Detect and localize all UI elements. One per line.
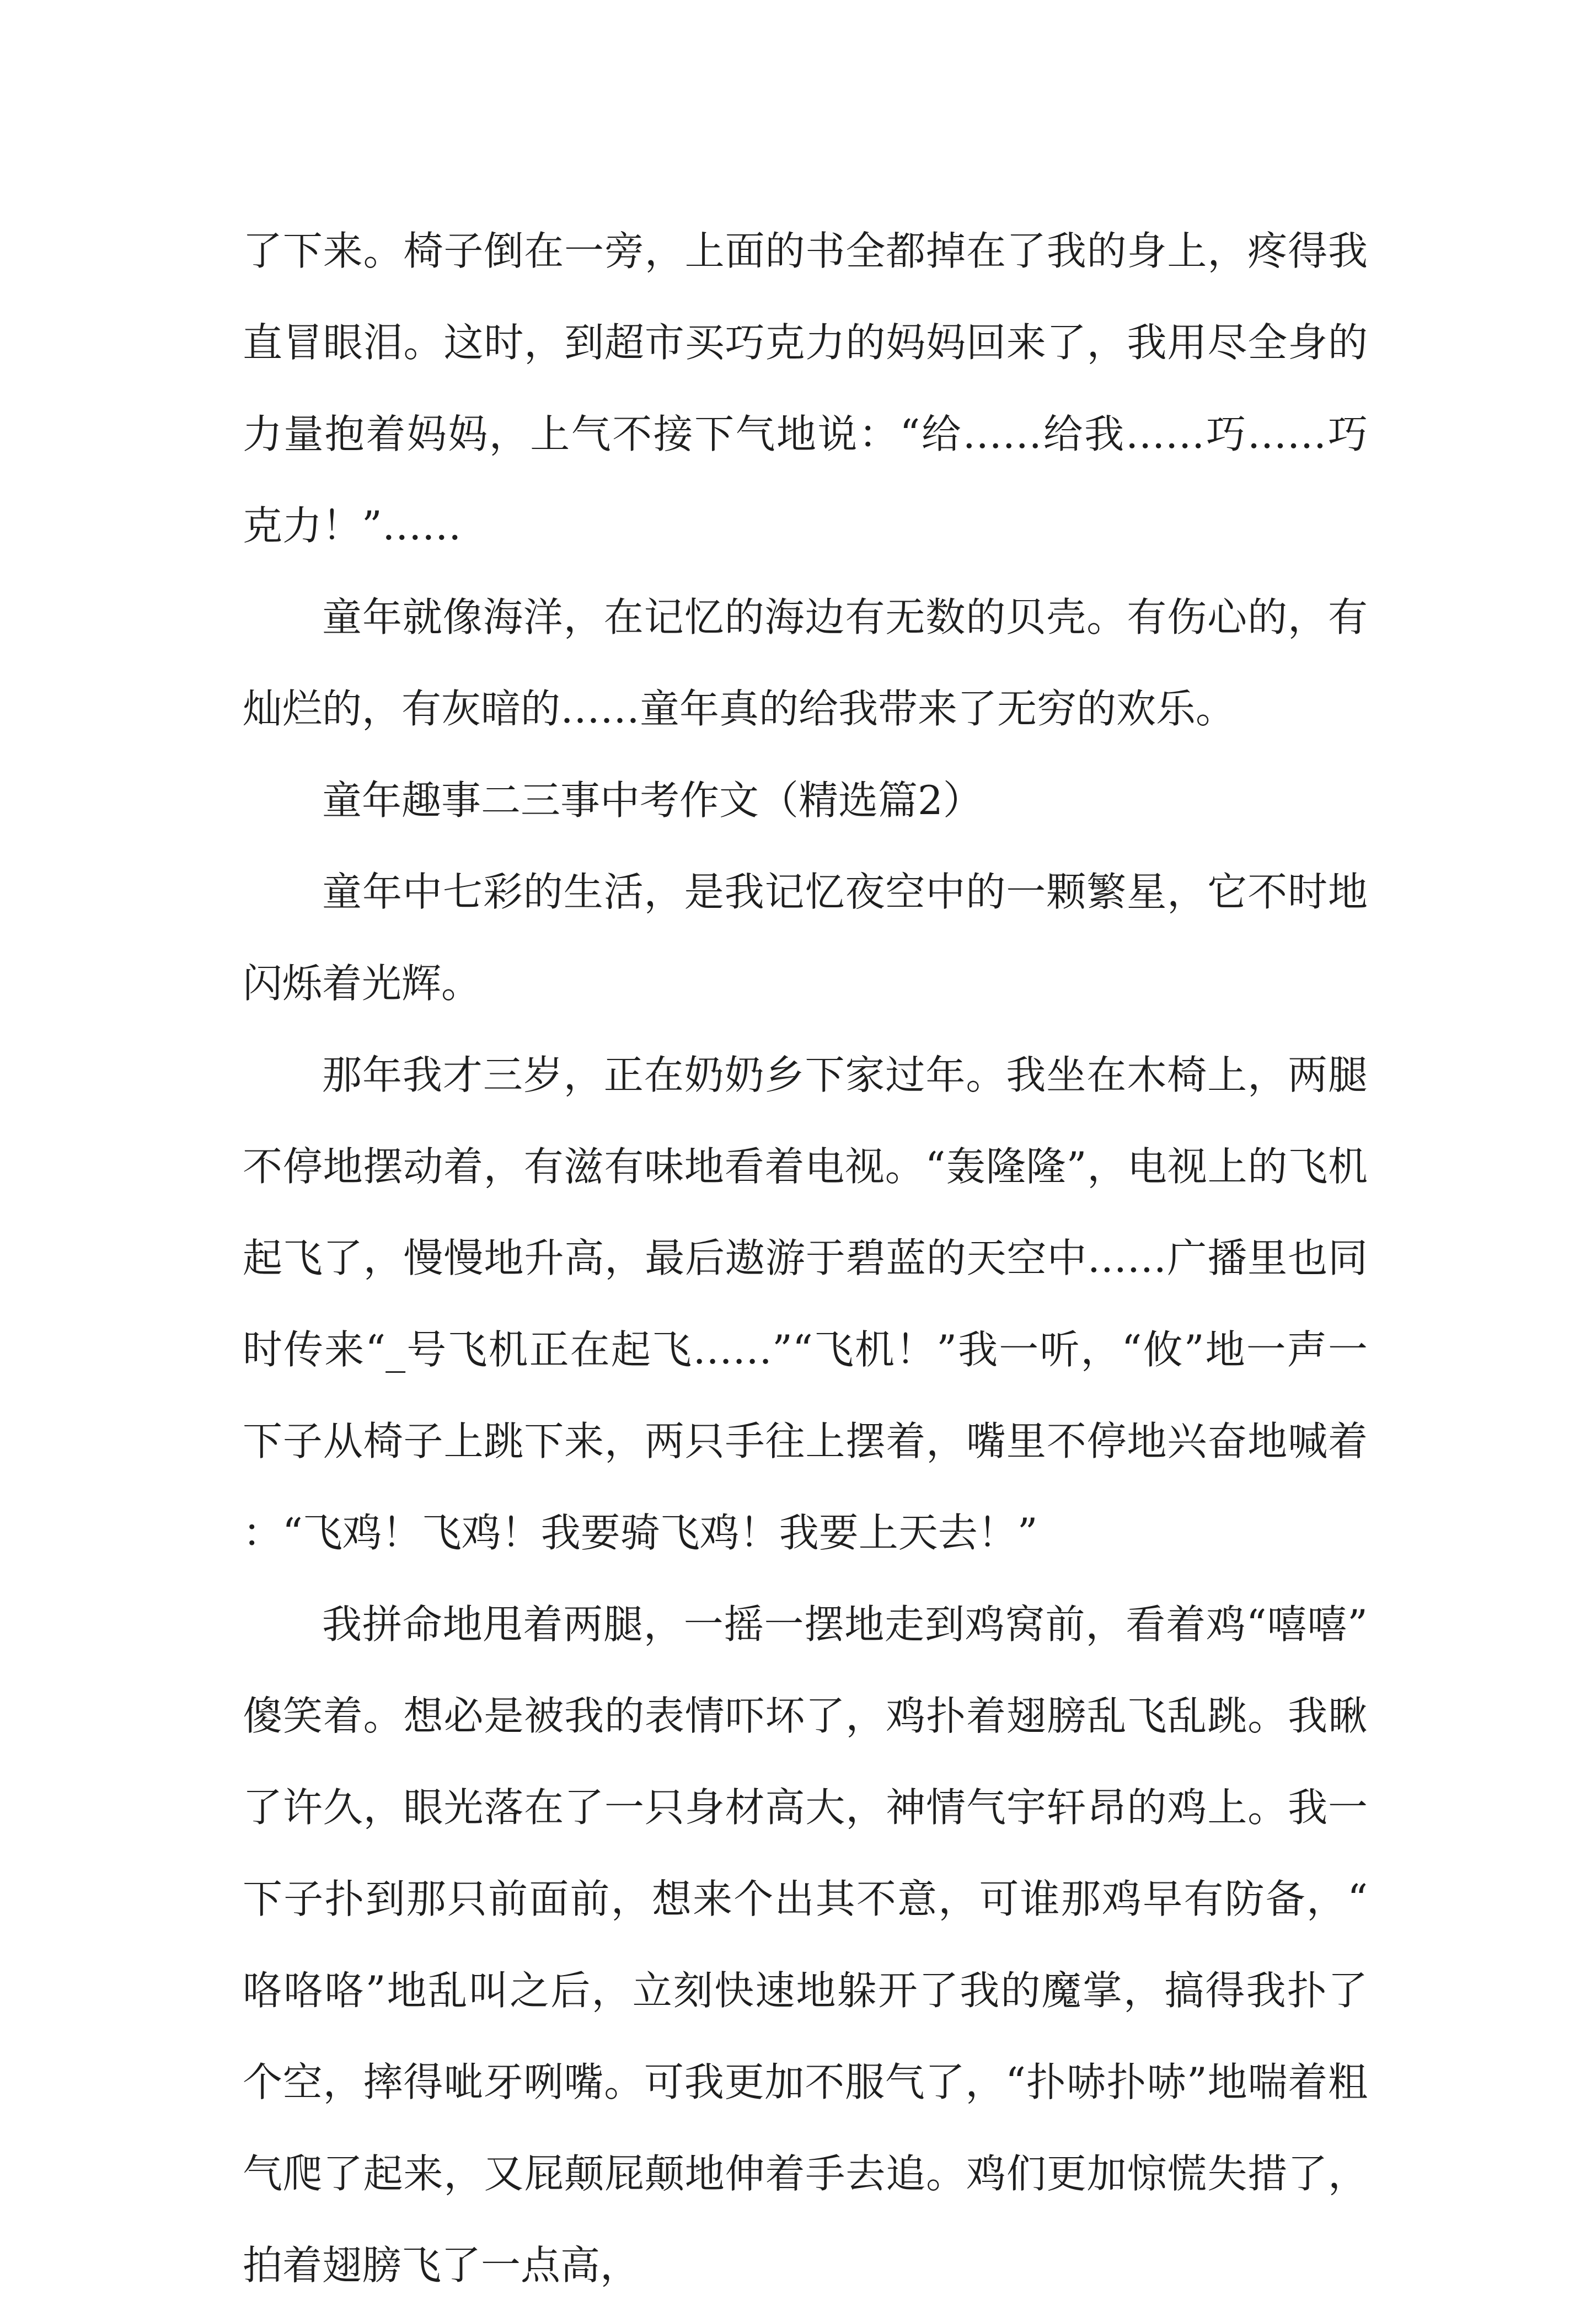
paragraph-chasing-chickens: 我拼命地甩着两腿，一摇一摆地走到鸡窝前，看着鸡“嘻嘻”傻笑着。想必是被我的表情吓坏了，鸡扑着翅膀乱飞乱跳。我瞅了许久，眼光落在了一只身材高大，神情气宇轩昂的鸡上。我一下子扑到那只前面前，想来个出其不意，可谁那鸡早有防备，“咯咯咯”地乱叫之后，立刻快速地躲开了我的魔掌，搞得我扑了个空，摔得呲牙咧嘴。可我更加不服气了，“扑哧扑哧”地喘着粗气爬了起来，又屁颠屁颠地伸着手去追。鸡们更加惊慌失措了，拍着翅膀飞了一点高，	[243, 1601, 1368, 2288]
paragraph-continuation: 了下来。椅子倒在一旁，上面的书全都掉在了我的身上，疼得我直冒眼泪。这时，到超市买巧克力的妈妈回来了，我用尽全身的力量抱着妈妈，上气不接下气地说：“给……给我……巧……巧克力！”……	[243, 228, 1368, 549]
document-body	[243, 205, 1368, 2311]
section-title: 童年趣事二三事中考作文（精选篇2）	[322, 777, 983, 823]
paragraph-colorful-life: 童年中七彩的生活，是我记忆夜空中的一颗繁星，它不时地闪烁着光辉。	[243, 869, 1368, 1007]
paragraph-childhood-ocean: 童年就像海洋，在记忆的海边有无数的贝壳。有伤心的，有灿烂的，有灰暗的……童年真的给我带来了无穷的欢乐。	[243, 594, 1368, 732]
paragraph-airplane: 那年我才三岁，正在奶奶乡下家过年。我坐在木椅上，两腿不停地摆动着，有滋有味地看着电视。“轰隆隆”，电视上的飞机起飞了，慢慢地升高，最后遨游于碧蓝的天空中……广播里也同时传来“_号飞机正在起飞……”“飞机！”我一听，“攸”地一声一下子从椅子上跳下来，两只手往上摆着，嘴里不停地兴奋地喊着：“飞鸡！飞鸡！我要骑飞鸡！我要上天去！”	[243, 1052, 1368, 1556]
